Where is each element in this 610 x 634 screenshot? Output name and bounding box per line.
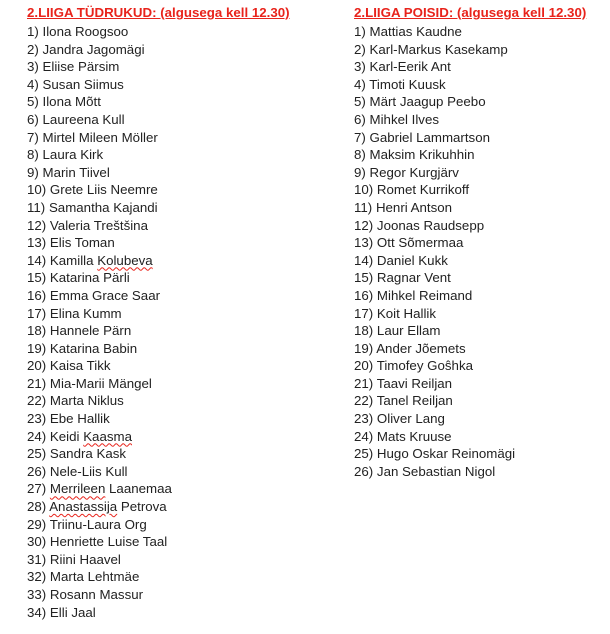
- item-name: Hugo Oskar Reinomägi: [376, 446, 516, 462]
- item-number: 32): [27, 569, 50, 585]
- item-number: 31): [27, 551, 50, 567]
- list-item: [354, 76, 604, 94]
- item-number: 20): [354, 358, 377, 374]
- list-item: [354, 357, 604, 375]
- item-name: Regor Kurgjärv: [369, 164, 459, 180]
- boys-column: [354, 4, 604, 480]
- item-number: 4): [27, 76, 43, 92]
- item-number: 28): [27, 499, 50, 515]
- item-number: 6): [354, 111, 370, 127]
- item-number: 27): [27, 481, 50, 497]
- item-name: Mattias Kaudne: [369, 24, 462, 39]
- list-item: [27, 604, 337, 622]
- list-item: [354, 111, 604, 129]
- item-number: 26): [27, 463, 50, 479]
- item-number: 17): [354, 305, 377, 321]
- item-number: 10): [27, 182, 50, 198]
- item-name: Ebe Hallik: [49, 411, 110, 427]
- list-item: [27, 146, 337, 164]
- item-number: 1): [27, 24, 43, 39]
- item-number: 8): [27, 147, 43, 163]
- item-number: 2): [27, 41, 43, 57]
- item-number: 14): [27, 252, 50, 268]
- list-item: [354, 428, 604, 446]
- item-number: 25): [27, 446, 50, 462]
- list-item: [27, 498, 337, 516]
- item-name: Koit Hallik: [376, 305, 437, 321]
- list-item: [354, 463, 604, 481]
- list-item: [354, 445, 604, 463]
- item-number: 25): [354, 446, 377, 462]
- item-name: Hannele Pärn: [49, 323, 132, 339]
- item-name: Timofey Goŝhka: [376, 358, 473, 374]
- list-item: [354, 181, 604, 199]
- spellcheck-flagged-word: Kolubeva: [97, 252, 153, 268]
- item-number: 11): [27, 199, 49, 215]
- item-name: Katarina Babin: [49, 340, 138, 356]
- item-name: Timoti Kuusk: [369, 76, 446, 92]
- item-number: 22): [27, 393, 50, 409]
- item-name: Susan Siimus: [42, 76, 124, 92]
- spellcheck-flagged-word: Merrileen: [49, 481, 106, 497]
- list-item: [27, 568, 337, 586]
- item-name: Grete Liis Neemre: [49, 182, 158, 198]
- list-item: [354, 41, 604, 59]
- item-name: Triinu-Laura Org: [49, 516, 147, 532]
- list-item: [354, 234, 604, 252]
- item-name: Marta Lehtmäe: [49, 569, 140, 585]
- item-name: Laur Ellam: [376, 323, 441, 339]
- item-name: Rosann Massur: [49, 587, 144, 602]
- item-name: Karl-Markus Kasekamp: [369, 41, 508, 57]
- item-number: 7): [354, 129, 370, 145]
- item-number: 4): [354, 76, 370, 92]
- item-number: 14): [354, 252, 377, 268]
- list-item: [354, 23, 604, 41]
- list-item: [354, 199, 604, 217]
- item-name: Daniel Kukk: [376, 252, 448, 268]
- list-item: [27, 551, 337, 569]
- list-item: [27, 93, 337, 111]
- item-number: 30): [27, 534, 50, 550]
- list-item: [27, 111, 337, 129]
- item-name: Maksim Krikuhhin: [369, 147, 475, 163]
- item-number: 23): [27, 411, 50, 427]
- item-number: 1): [354, 24, 370, 39]
- item-name: Elina Kumm: [49, 305, 122, 321]
- item-number: 5): [27, 94, 43, 110]
- item-number: 24): [27, 428, 50, 444]
- list-item: [354, 410, 604, 428]
- list-item: [354, 146, 604, 164]
- item-name: Taavi Reiljan: [376, 375, 453, 391]
- list-item: [27, 463, 337, 481]
- list-item: [354, 217, 604, 235]
- list-item: [27, 305, 337, 323]
- item-name: Laureena Kull: [42, 111, 125, 127]
- list-item: [354, 375, 604, 393]
- item-number: 15): [354, 270, 377, 286]
- item-name: Marta Niklus: [49, 393, 124, 409]
- list-item: [27, 340, 337, 358]
- item-name: Ilona Mõtt: [42, 94, 101, 110]
- item-number: 16): [354, 287, 377, 303]
- list-item: [27, 392, 337, 410]
- list-item: [27, 129, 337, 147]
- list-item: [27, 322, 337, 340]
- item-number: 18): [354, 323, 377, 339]
- item-name: Marin Tiivel: [42, 164, 110, 180]
- item-name: Jan Sebastian Nigol: [376, 463, 496, 479]
- list-item: [27, 269, 337, 287]
- item-number: 34): [27, 604, 50, 620]
- item-name: Ott Sõmermaa: [376, 235, 464, 251]
- item-name: Mirtel Mileen Möller: [42, 129, 158, 145]
- list-item: [27, 533, 337, 551]
- girls-heading: 2.LIIGA TÜDRUKUD: (algusega kell 12.30): [27, 5, 290, 20]
- list-item: [27, 58, 337, 76]
- item-name: Mihkel Reimand: [376, 287, 473, 303]
- item-name: Laanemaa: [105, 481, 172, 497]
- item-number: 22): [354, 393, 377, 409]
- item-name: Karl-Eerik Ant: [369, 59, 451, 75]
- girls-column: [27, 4, 337, 621]
- item-number: 3): [27, 59, 43, 75]
- list-item: [354, 129, 604, 147]
- item-name: Samantha Kajandi: [48, 199, 158, 215]
- spellcheck-flagged-word: Kaasma: [83, 428, 132, 444]
- item-number: 24): [354, 428, 377, 444]
- item-name: Henri Antson: [375, 199, 453, 215]
- item-number: 18): [27, 323, 50, 339]
- item-number: 9): [27, 164, 43, 180]
- item-number: 26): [354, 463, 377, 479]
- list-item: [27, 480, 337, 498]
- list-item: [27, 199, 337, 217]
- item-name: Mihkel Ilves: [369, 111, 439, 127]
- list-item: [354, 340, 604, 358]
- list-item: [27, 428, 337, 446]
- list-item: [354, 58, 604, 76]
- item-name: Laura Kirk: [42, 147, 104, 163]
- list-item: [27, 375, 337, 393]
- item-name: Sandra Kask: [49, 446, 127, 462]
- spellcheck-flagged-word: Anastassija: [49, 499, 118, 515]
- item-number: 23): [354, 411, 377, 427]
- item-name: Elis Toman: [49, 235, 115, 251]
- list-item: [27, 586, 337, 604]
- list-item: [354, 392, 604, 410]
- item-name: Ragnar Vent: [376, 270, 451, 286]
- item-name: Nele-Liis Kull: [49, 463, 128, 479]
- list-item: [27, 445, 337, 463]
- list-item: [27, 516, 337, 534]
- item-number: 5): [354, 94, 370, 110]
- girls-list: [27, 23, 337, 621]
- item-name: Elli Jaal: [49, 604, 96, 620]
- item-name: Ilona Roogsoo: [42, 24, 129, 39]
- list-item: [27, 181, 337, 199]
- item-number: 19): [354, 340, 377, 356]
- item-number: 2): [354, 41, 370, 57]
- item-name: Keidi: [49, 428, 84, 444]
- item-number: 29): [27, 516, 50, 532]
- item-name: Ander Jõemets: [376, 340, 466, 356]
- item-number: 21): [27, 375, 50, 391]
- item-name: Mia-Marii Mängel: [49, 375, 152, 391]
- list-item: [27, 234, 337, 252]
- boys-heading: 2.LIIGA POISID: (algusega kell 12.30): [354, 5, 587, 20]
- list-item: [354, 287, 604, 305]
- item-name: Eliise Pärsim: [42, 59, 120, 75]
- list-item: [27, 252, 337, 270]
- boys-list: [354, 23, 604, 480]
- list-item: [354, 269, 604, 287]
- list-item: [354, 93, 604, 111]
- list-item: [27, 287, 337, 305]
- item-number: 19): [27, 340, 50, 356]
- item-number: 3): [354, 59, 370, 75]
- item-number: 10): [354, 182, 377, 198]
- item-number: 13): [27, 235, 50, 251]
- item-number: 9): [354, 164, 370, 180]
- item-number: 13): [354, 235, 377, 251]
- list-item: [27, 217, 337, 235]
- item-number: 12): [354, 217, 377, 233]
- list-item: [27, 357, 337, 375]
- list-item: [354, 164, 604, 182]
- item-name: Katarina Pärli: [49, 270, 130, 286]
- item-number: 6): [27, 111, 43, 127]
- list-item: [27, 164, 337, 182]
- item-name: Kamilla: [49, 252, 98, 268]
- list-item: [27, 410, 337, 428]
- item-name: Riini Haavel: [49, 551, 121, 567]
- item-number: 21): [354, 375, 377, 391]
- item-number: 8): [354, 147, 370, 163]
- item-name: Tanel Reiljan: [376, 393, 453, 409]
- item-name: Kaisa Tikk: [49, 358, 111, 374]
- item-name: Joonas Raudsepp: [376, 217, 485, 233]
- list-item: [27, 76, 337, 94]
- item-name: Jandra Jagomägi: [42, 41, 145, 57]
- item-number: 17): [27, 305, 50, 321]
- item-name: Märt Jaagup Peebo: [369, 94, 486, 110]
- list-item: [354, 322, 604, 340]
- item-name: Gabriel Lammartson: [369, 129, 490, 145]
- item-name: Henriette Luise Taal: [49, 534, 168, 550]
- item-name: Petrova: [117, 499, 167, 515]
- item-name: Valeria Treštšina: [49, 217, 148, 233]
- item-name: Mats Kruuse: [376, 428, 452, 444]
- list-item: [27, 23, 337, 41]
- item-number: 20): [27, 358, 50, 374]
- item-number: 11): [354, 199, 376, 215]
- item-number: 33): [27, 587, 50, 602]
- item-number: 12): [27, 217, 50, 233]
- list-item: [354, 305, 604, 323]
- item-number: 16): [27, 287, 50, 303]
- item-name: Romet Kurrikoff: [376, 182, 470, 198]
- list-item: [354, 252, 604, 270]
- item-number: 7): [27, 129, 43, 145]
- item-name: Emma Grace Saar: [49, 287, 161, 303]
- item-name: Oliver Lang: [376, 411, 445, 427]
- list-item: [27, 41, 337, 59]
- item-number: 15): [27, 270, 50, 286]
